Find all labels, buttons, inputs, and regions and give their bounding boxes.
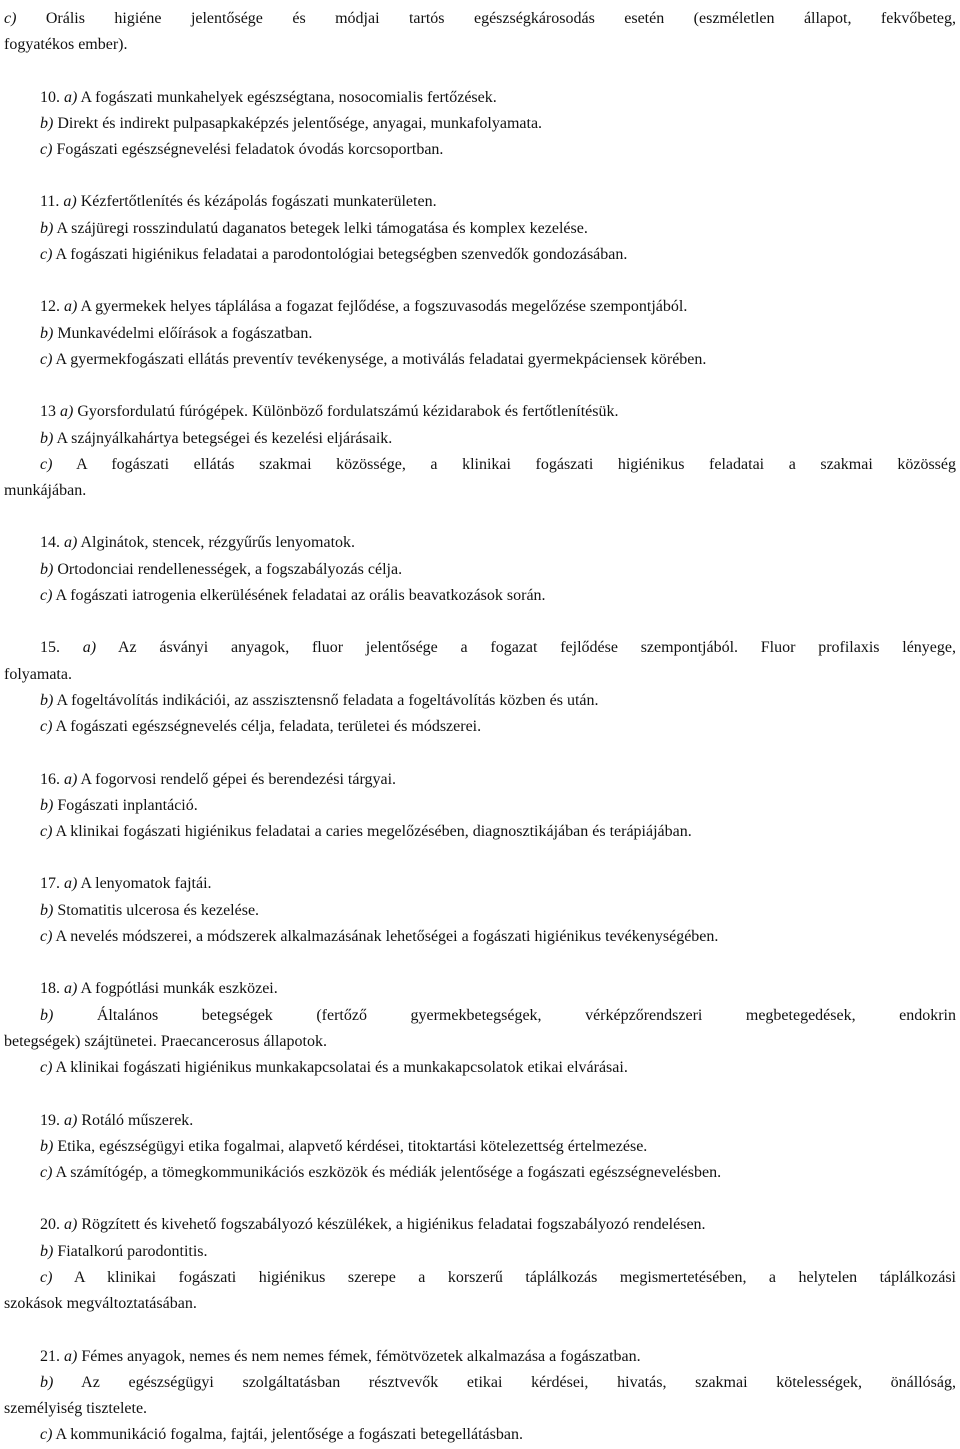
section-gap — [4, 1318, 956, 1344]
topic-block-11 — [4, 189, 956, 268]
text-line: c) A gyermekfogászati ellátás preventív tevékenysége, a motiválás feladatai gyermekpáciensek körében. — [40, 350, 707, 368]
text-line: 11. a) Kézfertőtlenítés és kézápolás fogászati munkaterületen. — [40, 193, 437, 211]
topic-block-top — [4, 6, 956, 59]
text-line: c) Fogászati egészségnevelési feladatok óvodás korcsoportban. — [40, 141, 444, 159]
text-line: 12. a) A gyermekek helyes táplálása a fogazat fejlődése, a fogszuvasodás megelőzése szempontjából. — [40, 298, 688, 316]
text-line: szokások megváltoztatásában. — [4, 1295, 197, 1313]
text-line: 15. a) Az ásványi anyagok, fluor jelentősége a fogazat fejlődése szempontjából. Fluor profilaxis lényege, — [40, 639, 957, 657]
text-line: b) Direkt és indirekt pulpasapkaképzés jelentősége, anyagai, munkafolyamata. — [40, 114, 543, 132]
text-line: 20. a) Rögzített és kivehető fogszabályozó készülékek, a higiénikus feladatai fogszabályozó rendelésen. — [40, 1216, 706, 1234]
text-line: b) Fiatalkorú parodontitis. — [40, 1242, 208, 1260]
text-line: c) A nevelés módszerei, a módszerek alkalmazásának lehetőségei a fogászati higiénikus tevékenységében. — [40, 928, 719, 946]
text-line: b) A szájnyálkahártya betegségei és kezelési eljárásaik. — [40, 429, 393, 447]
topic-block-20 — [4, 1212, 956, 1317]
text-line: 21. a) Fémes anyagok, nemes és nem nemes fémek, fémötvözetek alkalmazása a fogászatban. — [40, 1347, 641, 1365]
section-gap — [4, 504, 956, 530]
text-line: személyiség tisztelete. — [4, 1400, 148, 1418]
topic-block-21 — [4, 1344, 956, 1449]
topic-block-13 — [4, 399, 956, 504]
topic-block-15 — [4, 635, 956, 740]
text-line: c) A klinikai fogászati higiénikus munkakapcsolatai és a munkakapcsolatok etikai elvárásai. — [40, 1059, 628, 1077]
text-line: c) A kommunikáció fogalma, fajtái, jelentősége a fogászati betegellátásban. — [40, 1426, 523, 1444]
text-line: 18. a) A fogpótlási munkák eszközei. — [40, 980, 278, 998]
text-line: b) A fogeltávolítás indikációi, az asszisztensnő feladata a fogeltávolítás közben és után. — [40, 691, 599, 709]
text-line: c) A klinikai fogászati higiénikus szerepe a korszerű táplálkozás megismertetésében, a helytelen táplálkozási — [40, 1268, 956, 1286]
section-gap — [4, 609, 956, 635]
text-line: 16. a) A fogorvosi rendelő gépei és berendezési tárgyai. — [40, 770, 397, 788]
section-gap — [4, 950, 956, 976]
text-line: c) A fogászati ellátás szakmai közössége, a klinikai fogászati higiénikus feladatai a szakmai közösség — [40, 455, 956, 473]
topic-block-14 — [4, 530, 956, 609]
section-gap — [4, 373, 956, 399]
section-gap — [4, 59, 956, 85]
text-line: c) A fogászati iatrogenia elkerülésének feladatai az orális beavatkozások során. — [40, 587, 546, 605]
section-gap — [4, 268, 956, 294]
section-gap — [4, 1186, 956, 1212]
text-line: b) Általános betegségek (fertőző gyermekbetegségek, vérképzőrendszeri megbetegedések, endokrin — [40, 1006, 956, 1024]
text-line: b) Az egészségügyi szolgáltatásban résztvevők etikai kérdései, hivatás, szakmai kötelességek, önállóság, — [40, 1373, 956, 1391]
text-line: 19. a) Rotáló műszerek. — [40, 1111, 194, 1129]
text-line: c) Orális higiéne jelentősége és módjai tartós egészségkárosodás esetén (eszméletlen állapot, fekvőbeteg, — [4, 10, 956, 27]
text-line: betegségek) szájtünetei. Praecancerosus állapotok. — [4, 1032, 327, 1050]
section-gap — [4, 1082, 956, 1108]
text-line: b) Fogászati inplantáció. — [40, 796, 198, 814]
text-line: 17. a) A lenyomatok fajtái. — [40, 875, 212, 893]
text-line: b) Ortodonciai rendellenességek, a fogszabályozás célja. — [40, 560, 403, 578]
text-line: b) Etika, egészségügyi etika fogalmai, alapvető kérdései, titoktartási kötelezettség értelmezése. — [40, 1137, 648, 1155]
text-line: munkájában. — [4, 482, 87, 500]
text-line: c) A klinikai fogászati higiénikus feladatai a caries megelőzésében, diagnosztikájában és terápiájában. — [40, 823, 692, 841]
text-line: c) A fogászati higiénikus feladatai a parodontológiai betegségben szenvedők gondozásában. — [40, 246, 628, 264]
text-line: 14. a) Alginátok, stencek, rézgyűrűs lenyomatok. — [40, 534, 356, 552]
topic-block-10 — [4, 85, 956, 164]
section-gap — [4, 845, 956, 871]
text-line: b) A szájüregi rosszindulatú daganatos betegek lelki támogatása és komplex kezelése. — [40, 219, 588, 237]
topic-block-12 — [4, 294, 956, 373]
text-line: fogyatékos ember). — [4, 36, 128, 54]
topic-block-19 — [4, 1108, 956, 1187]
text-line: c) A számítógép, a tömegkommunikációs eszközök és médiák jelentősége a fogászati egészségnevelésben. — [40, 1164, 722, 1182]
topic-block-16 — [4, 767, 956, 846]
text-line: c) A fogászati egészségnevelés célja, feladata, területei és módszerei. — [40, 718, 482, 736]
section-gap — [4, 163, 956, 189]
text-line: b) Munkavédelmi előírások a fogászatban. — [40, 324, 313, 342]
topic-block-18 — [4, 976, 956, 1081]
text-line: folyamata. — [4, 665, 72, 683]
topic-block-17 — [4, 871, 956, 950]
text-line: 10. a) A fogászati munkahelyek egészségtana, nosocomialis fertőzések. — [40, 88, 497, 106]
text-line: 13 a) Gyorsfordulatú fúrógépek. Különböző fordulatszámú kézidarabok és fertőtlenítésük. — [40, 403, 619, 421]
section-gap — [4, 741, 956, 767]
text-line: b) Stomatitis ulcerosa és kezelése. — [40, 901, 260, 919]
